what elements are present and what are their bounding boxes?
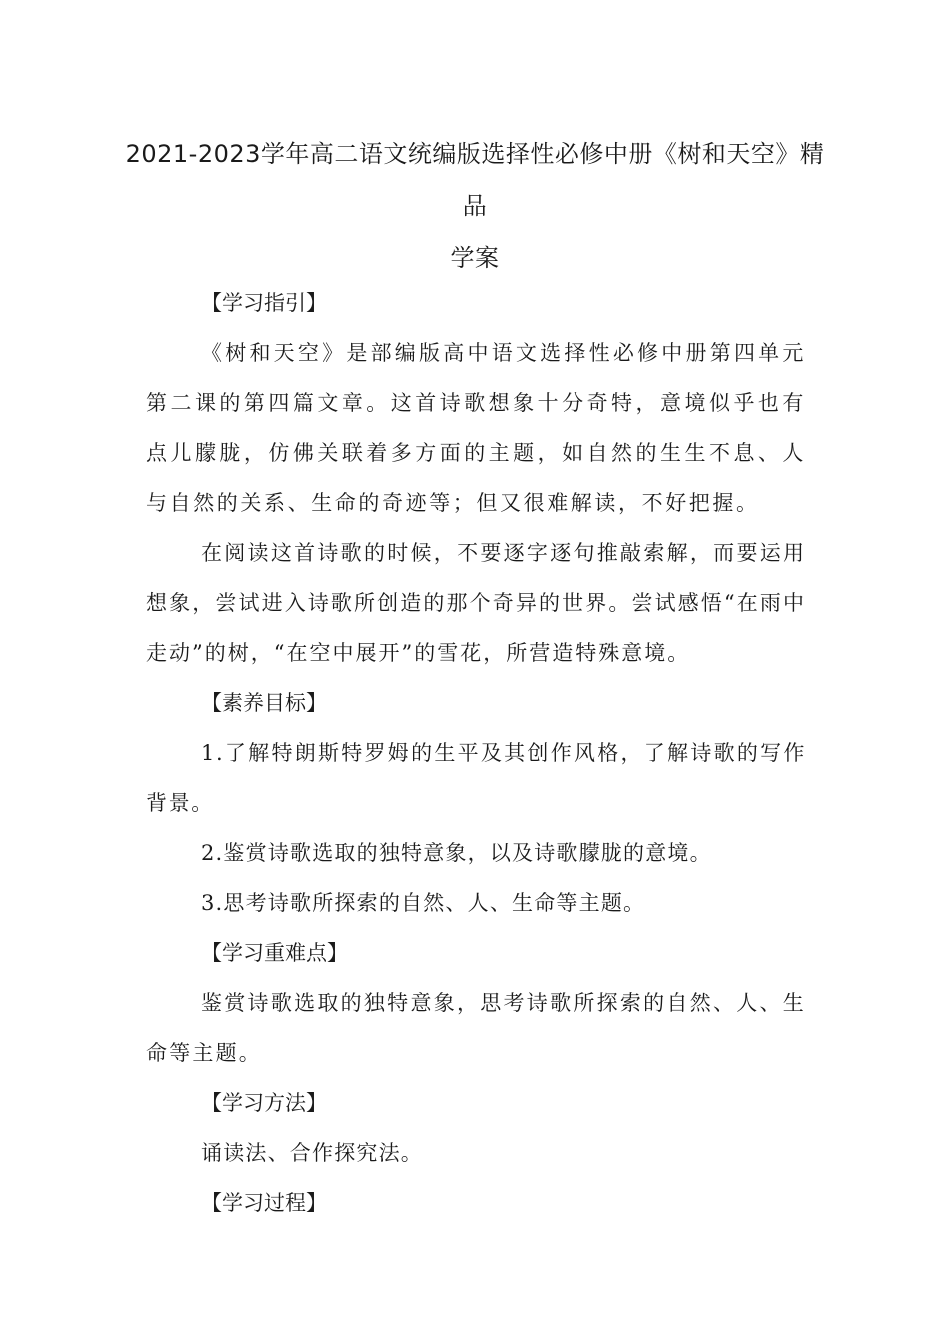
section-heading-method: 【学习方法】 (201, 1091, 327, 1115)
document-body (146, 278, 806, 1228)
paragraph-guide-intro: 《树和天空》是部编版高中语文选择性必修中册第四单元第二课的第四篇文章。这首诗歌想象十分奇特，意境似乎也有点儿朦胧，仿佛关联着多方面的主题，如自然的生生不息、人与自然的关系、生命的奇迹等；但又很难解读，不好把握。 (146, 341, 806, 515)
paragraph-key-points: 鉴赏诗歌选取的独特意象，思考诗歌所探索的自然、人、生命等主题。 (146, 991, 806, 1065)
goal-item-2: 2.鉴赏诗歌选取的独特意象，以及诗歌朦胧的意境。 (201, 841, 712, 865)
paragraph-guide-reading: 在阅读这首诗歌的时候，不要逐字逐句推敲索解，而要运用想象，尝试进入诗歌所创造的那个奇异的世界。尝试感悟“在雨中走动”的树，“在空中展开”的雪花，所营造特殊意境。 (146, 541, 806, 665)
title-line-1: 2021-2023学年高二语文统编版选择性必修中册《树和天空》精品 (125, 140, 825, 220)
section-heading-goals: 【素养目标】 (201, 691, 327, 715)
goal-item-3: 3.思考诗歌所探索的自然、人、生命等主题。 (201, 891, 646, 915)
section-heading-process: 【学习过程】 (201, 1191, 327, 1215)
section-heading-key-points: 【学习重难点】 (201, 941, 348, 965)
section-heading-guide: 【学习指引】 (201, 291, 327, 315)
document-title (120, 128, 830, 284)
goal-item-1: 1.了解特朗斯特罗姆的生平及其创作风格，了解诗歌的写作背景。 (146, 741, 806, 815)
title-line-2: 学案 (450, 244, 500, 272)
paragraph-method: 诵读法、合作探究法。 (201, 1141, 423, 1165)
